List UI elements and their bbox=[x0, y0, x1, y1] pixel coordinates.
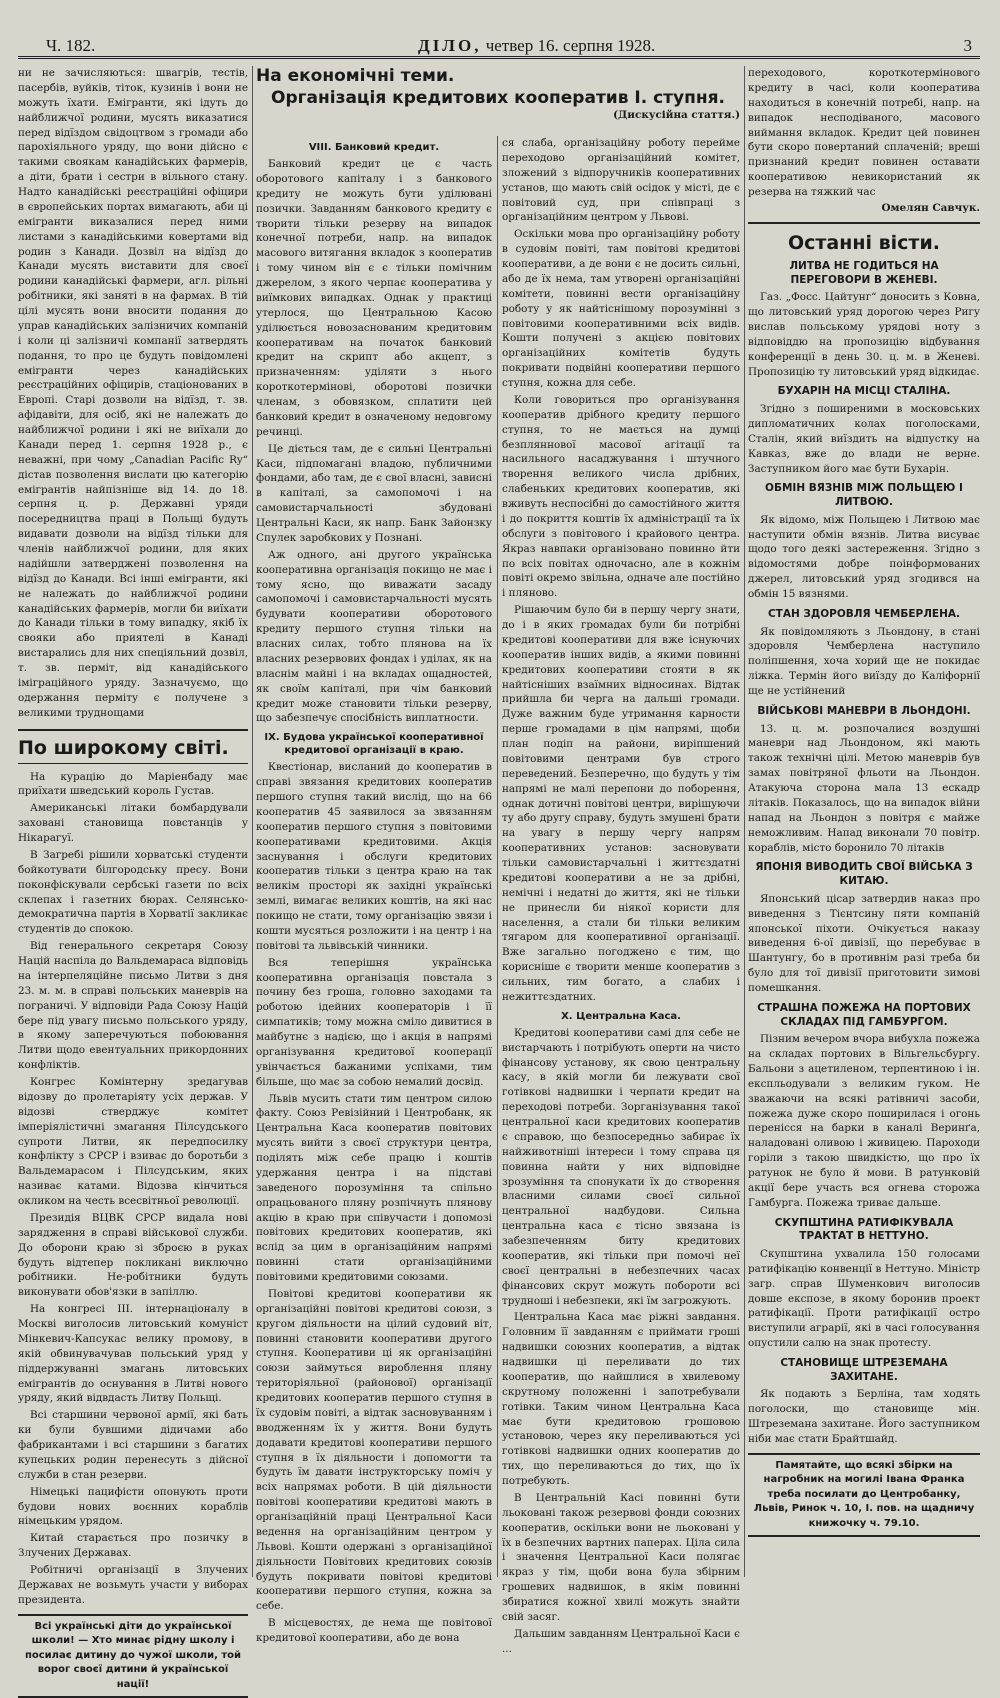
article-paragraph: Квестіонар, висланий до кооператив в справі звязання кредитових кооператив першого ступня такий вислід, що на 66 кооператив 45 заявилося за звязанням кооператив першого ступня з повітовими кооперативами кредитовими. Акція заснування і обслуги кредитових кооператив тільки з центра краю на так великім просторі як західні українські землі, вимагає великих коштів, на які нас покищо не стати, тому організацію звязи і кошти мусяться розложити і на центр і на повітові та львівській чинники. bbox=[256, 761, 492, 952]
world-news-item: На курацію до Маріенбаду має приїхати шведський король Густав. bbox=[18, 770, 248, 798]
article-paragraph: Кредитові кооперативи самі для себе не вистарчають і потрібують оперти на чисто фінансову установу, як свою центральну касу, в якій могли би лежувати свої готівкові надвишки і черпати кредит на переходові потреби. Зорганізування такої центральної каси кредитових кооператив є справою, що безпосередньо забирає їх найживотніші інтереси і тому справа ця повинна найти у них відповідне зрозуміння та спонукати їх до створення власними силами своєї сильної центральної надбудови. Сильна центральна каса є тісно звязана із забезпеченням биту кредитових кооператив, які тільки при помочі неї своєї центральні в небезпечних часах фінансових скрут можуть побороти всі трудноші і небезпеки, які їм загрожують. bbox=[502, 1026, 740, 1307]
world-news-item: Конгрес Комінтерну зредагував відозву до пролетаріяту усіх держав. У відозві стверджує комітет імперіялістичні змагання Пілсудського супроти Литви, як передпосилку конфлікту з СРСР і взиває до боротьби з Вальдемарасом і Пілсудським, яких називає катами. Відозва кінчиться окликом на честь всесвітньої революції. bbox=[18, 1076, 248, 1207]
news-headline: СТАН ЗДОРОВЛЯ ЧЕМБЕРЛЕНА. bbox=[767, 607, 961, 620]
news-headline: СКУПШТИНА РАТИФІКУВАЛА ТРАКТАТ В НЕТТУНО. bbox=[774, 1216, 954, 1243]
news-text: Скупштина ухвалила 150 голосами ратифікацію конвенції в Неттуно. Міністр загр. справ Шуменкович виголосив довше експозе, в якому боронив проект ратифікації. Проти ратифікації остро виступили аграрії, які в часі голосування опустили салю на знак протесту. bbox=[748, 1247, 980, 1350]
world-news-item: Робітничі організації в Злучених Державах не возьмуть участи у виборах президента. bbox=[18, 1564, 248, 1606]
article-paragraph: В Центральній Касі повинні бути льоковані також резервові фонди союзних кооператив, оскільки вони не льоковані у їх в безпечних вартних паперах. Ціла сила і значення Центральної Каси полягає якраз у тім, щоби вона була збірним грошевих надвишок, в якім повинні збиратися кожної хвилі можуть знайти свій засяг. bbox=[502, 1491, 740, 1623]
world-news-item: Від генерального секретаря Союзу Націй наспіла до Вальдемараса відповідь на інтерпеляційне письмо Литви з дня 23. м. м. в справі польських маневрів на пограничі. У відповіди Рада Союзу Націй бере під увагу письмо польського уряду, в якому заперечуються побоювання Литви щодо евентуальних прикордонних конфліктів. bbox=[18, 940, 248, 1072]
issue-date: четвер 16. серпня 1928. bbox=[485, 36, 656, 55]
article-paragraph: Оскільки мова про організаційну роботу в судовім повіті, там повітові кредитові кооперативи, а де вони є не досить сильні, або де їх нема, там утворені організаційні комітети, повинні вести організаційну роботу у як найтіснішому порозумінні з повітовими кооперативними всіх видів. Кошти получені з акцією повітових організаційних комітетів будуть покривати подвійні кооперативи першого ступня, кожна для себе. bbox=[502, 228, 740, 389]
article-paragraph: В місцевостях, де нема ще повітової кредитової кооперативи, або де вона bbox=[256, 1617, 492, 1644]
world-news-item: Американські літаки бомбардували заховані становища повстанців у Нікарагуї. bbox=[18, 802, 248, 844]
article-paragraph: Банковий кредит це є часть оборотового капіталу і з банкового кредиту не можуть бути уділювані позички. Завданням банкового кредиту є творити тільки резерву на випадок конечної потреби, напр. на випадок масового витягання вкладок з кооператив і тому чином він є є тільки помічним джерелом, з якого черпає кооператива у виїмкових випадках. Однак у практиці утерлося, що Центральною Касою уділюється новозаснованим кредитовим кооперативам на початок банковий кредит на скрипт або акцепт, з призначенням: уділяти з нього короткотермінові, оборотові позички членам, з обовязком, сплатити цей банковий кредит в означеному недовгому речинці. bbox=[256, 158, 492, 438]
news-text: Як подають з Берліна, там ходять поголоски, що становище мін. Штреземана захитане. Його заступником ніби має стати Брайтшайд. bbox=[748, 1388, 980, 1445]
news-text: Японський цісар затвердив наказ про виведення з Тієнтсину пяти компаній японської піхоти. Очікується наказу виведення 6-ої дивізії, що перебуває в Шантунгу, бо в противнім разі треба би було для тої дивізії приготовити зимові помешкання. bbox=[748, 892, 980, 995]
article-paragraph: Рішаючим було би в першу чергу знати, до і в яких громадах були би потрібні кредитові кооперативи для вже існуючих кооператив інших видів, а якими повинні кредитових кооперативи стояти в як найтісніших взаїмних відносинах. Відтак прийшла би черга на дальші громади. Дуже важним буде утримання карности перше громадами в цім напрямі, щоби план подіп на райони, виріпшений повітовими центрами був строго переведений. Безперечно, що будуть у тім напрямі не малі перепони до поборення, однак дотичні повітові центри, вирішуючи ту або другу справу, будуть змушені брати на увагу в першу чергу напрям кооперативних установ: засновувати тільки самовистарчальні і життєздатні кредитові кооперативи а не за дрібні, немічні і недатні до життя, які не тільки не принесли би ніякої користи для населення, а стали би тільки великим тягаром для кооперативної організації. Вже загально погоджено є тим, що кориcніше є творити менше кооператив з сильних, тим богато, а слабих і нежиттєздатних. bbox=[502, 604, 740, 1003]
article-paragraph: Це діється там, де є сильні Центральні Каси, підпомагані владою, публичними фондами, або там, де є свої власні, зависні в капіталі, за самопомочі і на самовистарчальності збудовані Центральні Каси, як напр. Банк Зайонзку Спулек заробкових у Познані. bbox=[256, 442, 492, 544]
chapter-heading: VIII. Банковий кредит. bbox=[308, 142, 440, 153]
news-headline: ОБМІН ВЯЗНІВ МІЖ ПОЛЬЩЕЮ І ЛИТВОЮ. bbox=[765, 482, 963, 509]
emigration-article-text: ни не зачисляються: швагрів, тестів, паcербів, вуйків, тіток, кузинів і вони не можуть їхати. Емігранти, які ідуть до найближчої родини, мусять виказатися перед відїздом свідоцтвом з громади або парохіяльного уряду, що вони дійсно є такими своякам канадійських фармерів, а діти, брати і сестри в вільного стану. Надто канадійські реєстраційні офіцири в європейських портах вимагають, аби ці емігранти виказалися перед ними листами з канадійськими ковертами від родин з Канади. Дозвіл на відїзд до Канади мусять виставити для своєї родини канадійські фармери, агл. рільні робітники, які заняті в на фармах. В тій цілі мусять вони вносити подання до управ канадійських залізничих компаній і коли ці залізничі компанії затвердять подання, то про це будуть повідомлені емігранти через канадійських реєстраційних офіцирів, стаціонованих в Европі. Старі дозволи на відїзд, т. зв. афідавіти, для осіб, які не належать до найближчої родини і які не виїхали до Канади перед 1. серпня 1928 р., є неважні, при чому „Canadian Pacific Ry“ дістав позволення вислати цю категорію емігрантів найпізніше від 14. до 18. серпня ц. р. Державні уряди посередництва праці в Польщі будуть видавати дозволи на відїзд тільки для членів найближчої родини, для яких надійшли затверджені позволення на відїзд до Канади. Всі інші емігранти, які не належать до найближчої родини канадійських фармерів, могли би виїхати до Канади тільки в тому випадку, якіб їх свояки або приятелі в Канаді виcтарались для них спеціяльний дозвіл, т. зв. перміт, від канадійського іміграційного уряду. Зазначуємо, що одержання перміту є получене з великими труднощами bbox=[18, 67, 248, 719]
article-paragraph: Аж одного, ані другого українська кооперативна організація покищо не має і тому ясно, що виважати засаду самопомочі і самовистарчальності мусять будувати кооперативи оборотового кредиту першого ступня тільки на власних силах, тобто плянова на їх власних резервових фондах і уділах, як на власнім майні і на вкладах ощадностей, як своїм капіталі, при чім банковий кредит може становити тільки резерву, що забезпечує спосібність виплатности. bbox=[256, 548, 492, 725]
column-rule bbox=[744, 66, 745, 1577]
world-news-heading: По широкому світі. bbox=[18, 729, 248, 764]
news-text: Газ. „Фосс. Цайтунг“ доносить з Ковна, що литовський уряд дорогою через Ригу вислав польському урядові ноту з відповіддю на пропозицію відбування конференції в день 30. ц. м. в Женеві. Пропозицію ту литовський уряд відкидає. bbox=[748, 291, 980, 378]
world-news-item: Президія ВЦВК СРСР видала нові зарядження в справі військової служби. До оборони краю зі зброєю в руках будуть відтепер покликані виключно робітники. Не-робітники будуть виконувати обов'язки в запіллю. bbox=[18, 1211, 248, 1299]
article-paragraph: переходового, короткотермінового кредиту в часі, коли кооператива находиться в конечній потребі, напр. на випадок несподіваного, масового виймання вкладок. Кредит цей повинен бути скоро повертаний сплаченій; вреші признаний кредит повинен оставати кооперативою невикористаний як резерва на тяжкий час bbox=[748, 67, 980, 198]
article-paragraph: Львів мусить стати тим центром силою факту. Союз Ревізійний і Центробанк, як Центральна Каса кооператив повітових мусять вийти з своєї структури центра, поділять між себе працю і коштів удержання центра і на підставі заведеного порозуміння та спільно опрацьованого пляну розпічнуть плянову акцію в краю при співучасти і допомозі повітових кредитових кооператив, які вслід за цим в організаційним напрямі повинні стати організаційними повітовими кредитовими союзами. bbox=[256, 1092, 492, 1283]
world-news-item: Всі старшини червоної армії, які бать ки були бувшими дідичами або фабрикантами і всі старшини з багатих купецьких родин перенесуть з дійсної служби в стан резерви. bbox=[18, 1409, 248, 1481]
news-headline: ВІЙСЬКОВІ МАНЕВРИ В ЛЬОНДОНІ. bbox=[757, 704, 971, 717]
news-text: Як відомо, між Польщею і Литвою має наступити обмін вязнів. Литва висуває щодо того деякі застереження. Згідно з відомостями добре поінформованих джерел, литовський уряд згодився на обмін 15 вязнями. bbox=[748, 513, 980, 601]
chapter-heading: X. Центральна Каса. bbox=[561, 1010, 681, 1022]
world-news-item: На конгресі III. інтернаціоналу в Москві виголосив литовський комуніст Мінкевич-Капсукас велику промову, в якій обвинувачував польський уряд у піддержуванні змагань литовських емігрантів до оcнування в Литві нового уряду, який відвдасть Литву Польщі. bbox=[18, 1303, 248, 1405]
world-news-item: Німецькі пацифісти опонують проти будови нових воєнних кораблів німецьким урядом. bbox=[18, 1485, 248, 1528]
article-paragraph: Дальшим завданням Центральної Каси є ... bbox=[502, 1627, 740, 1655]
article-paragraph: Повітові кредитові кооперативи як організаційні повітові кредитові союзи, з кругом діяльности на цілий судовий віт, повинні становити кооперативи другого ступня. Кооперативи ці як організаційні союзи займуться вироблення пляну територіяльної (районової) організації кредитових кооператив першого ступня в їх судовім повіті, а відтак засновуванням і вводженням їх у життя. Вони будуть додавати кредитові кооперативи першого ступня в їх діяльности і допомогти та будуть їм давати інструкторську поміч у всіх напрямах роботи. В цій діяльности повітові кооперативи кредитові мають в організаційній праці Центральної Каси ведення на організаційним центром у Львові. Кошти одержані з організаційної діяльности Повітових кредитових союзів будуть покривати повітові кредитові кооперативи першого ступня, кожна за себе. bbox=[256, 1287, 492, 1613]
column-2 bbox=[256, 136, 492, 1644]
masthead bbox=[18, 34, 980, 59]
chapter-heading: IX. Будова української кооперативної кредитової організації в краю. bbox=[264, 732, 484, 757]
paper-name: ДІЛО, bbox=[418, 36, 482, 55]
news-headline: ЯПОНІЯ ВИВОДИТЬ СВОЇ ВІЙСЬКА З КИТАЮ. bbox=[755, 861, 973, 888]
column-rule bbox=[252, 66, 253, 1577]
article-paragraph: Центральна Каса має ріжні завдання. Головним її завданням є приймати гроші надвишки союзних кооператив, а відтак надвишки ці переливати до тих кооператив, що найшлися в хвилевому скрутному положенні і запотребували готівки. Таким чином Центральна Каса має бути кредитовою грошовою установою, через яку переливаються усі готівкові надвишки одних кооператив до тих, що переливаються до тих, що їх потребують. bbox=[502, 1311, 740, 1487]
page-number: 3 bbox=[963, 36, 972, 55]
news-headline: ЛИТВА НЕ ГОДИТЬСЯ НА ПЕРЕГОВОРИ В ЖЕНЕВІ. bbox=[789, 259, 939, 286]
column-3 bbox=[502, 136, 740, 1655]
news-text: Пізним вечером вчора вибухла пожежа на складах портових в Вільгельсбургу. Бальони з ацетиленом, терпентиною і ін. експльодували з великим гуком. Не зважаючи на всякі ратівничі засоби, пожежа дуже скоро поширилася і огонь перенісся на барки в каналі Веринґа, наладовані оливою і живицею. Пароходи горіли з такою швидкістю, що про їх ратунок не було й мови. В ратунковій акції бере участь вся огнева сторожа Гамбурга. Пожежа триває дальше. bbox=[748, 1033, 980, 1209]
news-text: Як повідомляють з Льондону, в стані здоровля Чемберлена наступило поліпшення, хоча хорий ще не покидає ліжка. Термін його виїзду до Каліфорнії ще не устійнений bbox=[748, 625, 980, 698]
author-signature: Омелян Савчук. bbox=[881, 201, 980, 214]
news-headline: СТРАШНА ПОЖЕЖА НА ПОРТОВИХ СКЛАДАХ ПІД ГАМБУРГОМ. bbox=[757, 1001, 971, 1028]
article-paragraph: Коли говориться про організування кооператив дрібного кредиту першого ступня, то не мається на думці безпляннової масової агітації та насильного насаджування і штучного творення великого числа дрібних, слабеньких кредитових кооператив, які вживуть неспосібні до самостійного життя і до покриття коштів їх адміністрації та їх обслуги з повітового і крайового центра. Якраз навпаки організовано повинно йти по всіх повітах одночасно, але в кожнім повіті окремо звільна, одначе але постійно і пляново. bbox=[502, 393, 740, 600]
franko-appeal-box: Памятайте, що всякі збірки на нагробник на могилі Івана Франка треба посилати до Центробанку, Львів, Ринок ч. 10, І. пов. на щадничу книжочку ч. 79.10. bbox=[748, 1453, 980, 1538]
section-heading: На економічні теми. bbox=[256, 66, 455, 86]
main-article bbox=[256, 66, 740, 1655]
news-text: Згідно з поширеними в московських дипломатичних колах поголосками, Сталін, який виїздить на відпустку на Кавказ, вже до влади не верне. Заступником його має бути Бухарін. bbox=[748, 403, 980, 475]
world-news-item: Китай старається про позичку в Злучених Державах. bbox=[18, 1532, 248, 1560]
latest-news-heading: Останні вісти. bbox=[748, 222, 980, 254]
article-paragraph: ся слаба, організаційну роботу перейме переходово організаційний комітет, зложений з відпоручників кооперативних установ, що мають свій осідок у місті, де є повітовий суд, при співпраці з організаційним центром у Львові. bbox=[502, 137, 740, 224]
world-news-item: В Загребі рішили хорватські студенти бойкотувати білгородську пресу. Вони поконфіскували сербські газети по всіх склепах і газетних бюрах. Селянсько-демократична партія в Хорватії закликає студентів до спокою. bbox=[18, 848, 248, 936]
article-paragraph: Вся теперішня українська кооперативна організація повстала з почину без гроша, головно заходами та роботою ідейних кооператорів і її симпатиків; тому можна сміло дивитися в майбутнє з надією, що і акція в напрямі організування кредитової кооперації увінчається бажаними успіхами, тим більше, що має за собою немалий досвід. bbox=[256, 956, 492, 1088]
column-4 bbox=[748, 66, 980, 1577]
school-appeal-box: Всі українські діти до української школи! — Хто минає рідну школу і посилає дитину до чужої школи, той ворог своєї дитини й української нації! bbox=[18, 1614, 248, 1698]
news-text: 13. ц. м. розпочалися воздушні маневри над Льондоном, які мають також технічні цілі. Метою маневрів був замах повітряної фльоти на Льондон. Атакуюча сторона мала 13 ескадр літаків. Показалось, що на випадок війни напад на Льондон з повітря є майже неможливим. Напад виконали 70 повітр. кораблів, місто боронило 70 літаків bbox=[748, 722, 980, 854]
issue-number: Ч. 182. bbox=[46, 36, 96, 55]
article-subtitle: (Дискусійна стаття.) bbox=[613, 108, 740, 121]
news-headline: СТАНОВИЩЕ ШТРЕЗЕМАНА ЗАХИТАНЕ. bbox=[780, 1357, 948, 1383]
column-rule bbox=[497, 136, 498, 1577]
article-title: Організація кредитових кооператив І. ступня. bbox=[271, 88, 725, 109]
news-headline: БУХАРІН НА МІСЦІ СТАЛІНА. bbox=[777, 385, 951, 398]
column-1 bbox=[18, 66, 248, 1690]
